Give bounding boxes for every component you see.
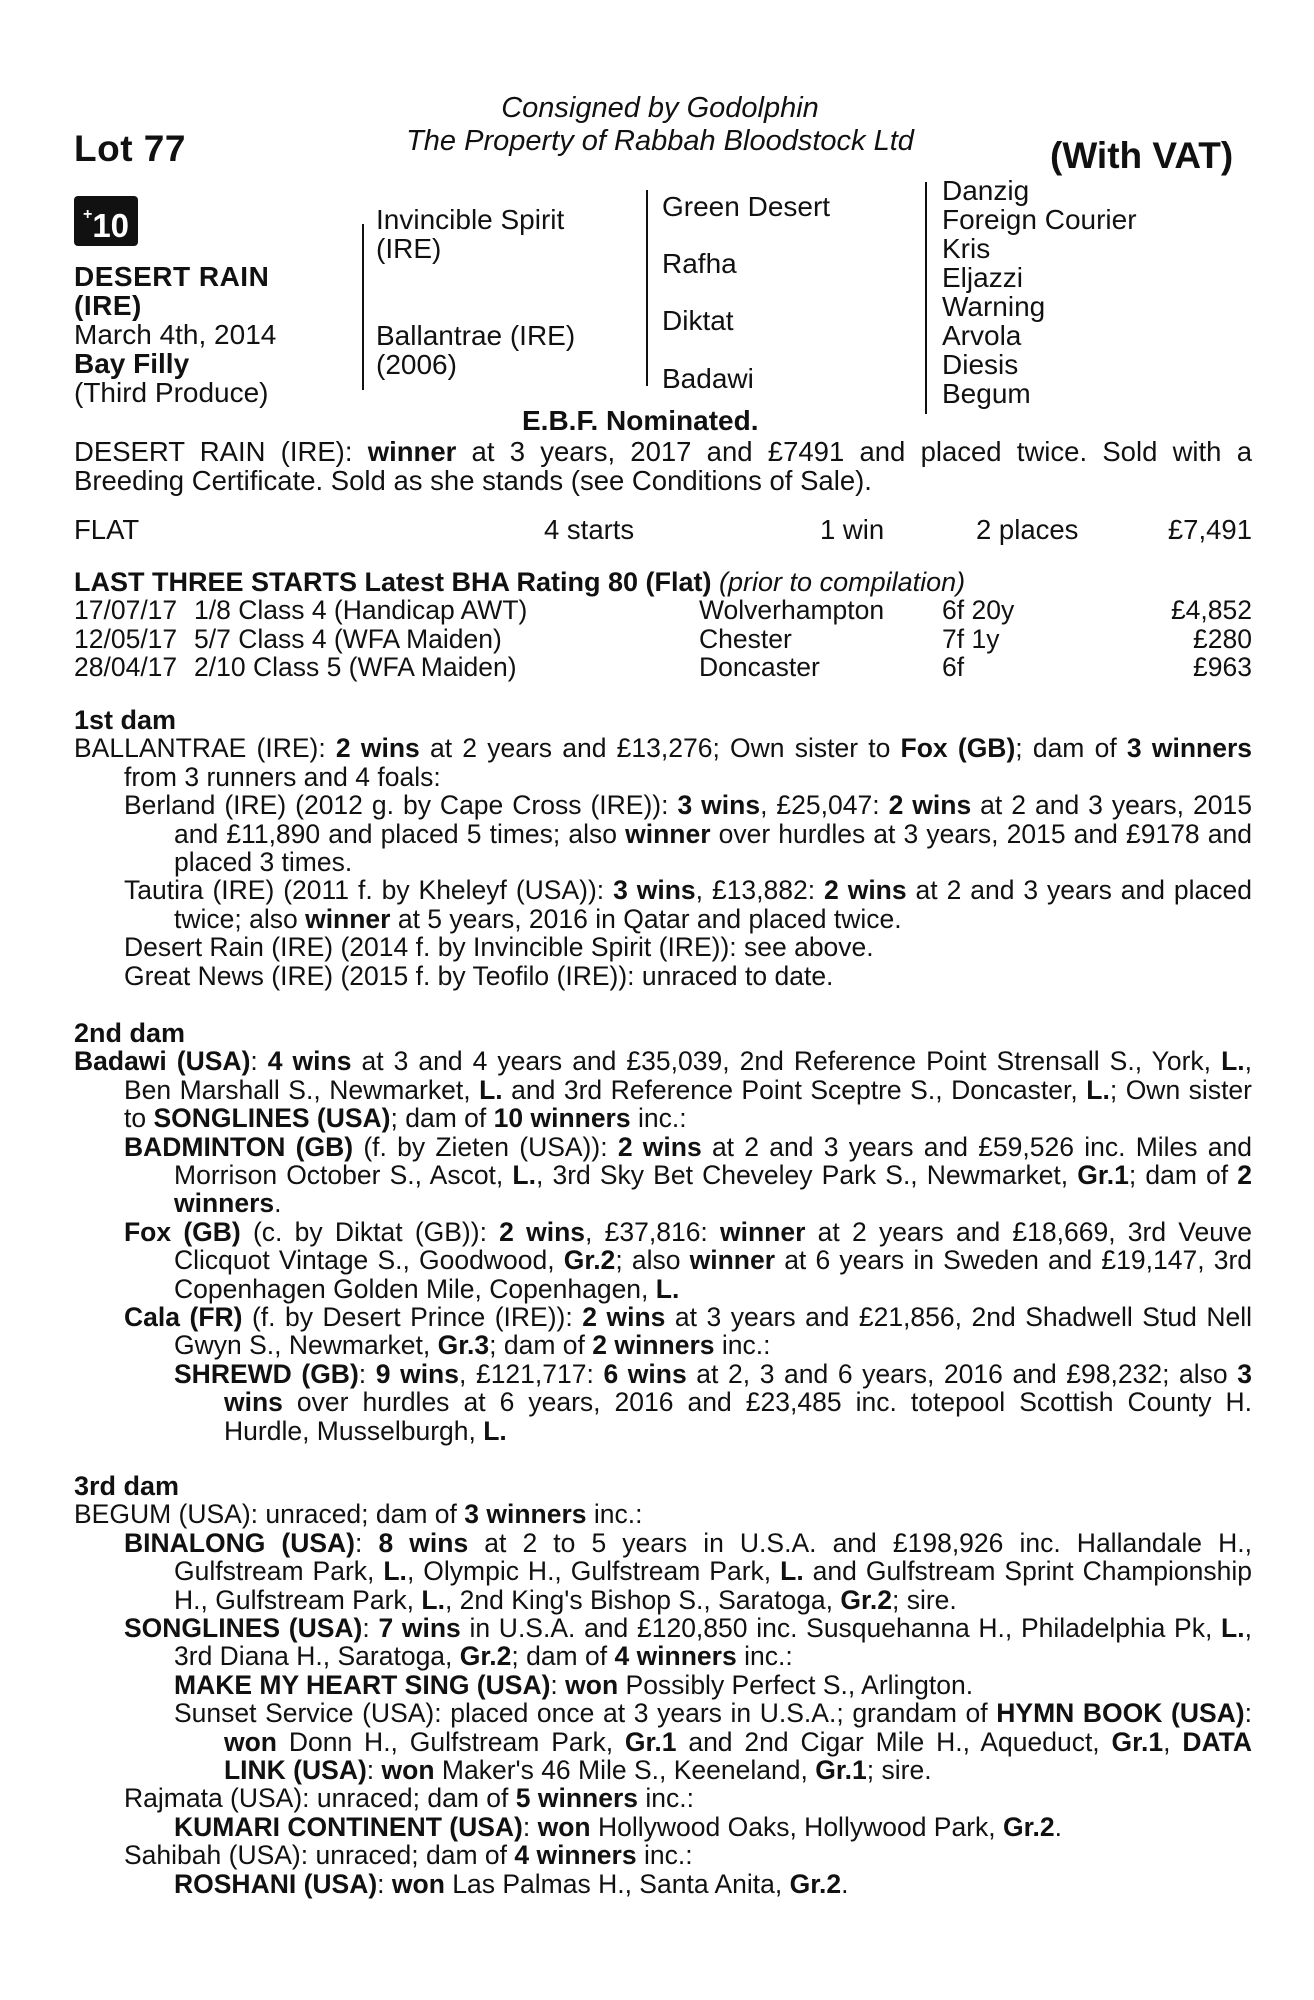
text-run: Great News (IRE) (2015 f. by Teofilo (IRE)): unraced to date. bbox=[124, 960, 834, 991]
bold-text: L. bbox=[479, 1074, 503, 1105]
row-course: Wolverhampton bbox=[699, 595, 885, 626]
bold-text: 3 wins bbox=[677, 790, 761, 821]
bold-text: 3 wins bbox=[224, 1358, 1252, 1418]
bold-text: Badawi (USA) bbox=[74, 1046, 251, 1077]
bold-text: Gr.2 bbox=[1003, 1811, 1055, 1842]
text-run: at 2 to 5 years in U.S.A. and £198,926 inc. Hallandale H., Gulfstream Park, bbox=[174, 1527, 1252, 1587]
text-run: ; dam of bbox=[1015, 733, 1127, 764]
offspring-entry bbox=[174, 1360, 1252, 1445]
row-race: 5/7 Class 4 (WFA Maiden) bbox=[194, 623, 502, 654]
text-run: ; dam of bbox=[1128, 1160, 1238, 1191]
text-run: at 3 and 4 years and £35,039, 2nd Reference Point Strensall S., York, bbox=[351, 1046, 1222, 1077]
dam-paragraph bbox=[74, 734, 1252, 791]
bold-text: Gr.2 bbox=[563, 1245, 616, 1276]
text-run: inc.: bbox=[638, 1783, 694, 1814]
text-run: at 2 years and £18,669, 3rd Veuve Clicquot Vintage S., Goodwood, bbox=[174, 1216, 1252, 1276]
pedigree-gg: Arvola bbox=[942, 320, 1022, 351]
row-date: 12/05/17 bbox=[74, 623, 178, 654]
text-run: : bbox=[1244, 1698, 1252, 1729]
flat-starts: 4 starts bbox=[544, 514, 635, 545]
row-distance: 6f 20y bbox=[942, 595, 1015, 626]
bold-text: won bbox=[565, 1669, 619, 1700]
table-row bbox=[74, 625, 1252, 653]
dam-name: Ballantrae (IRE) bbox=[376, 320, 576, 351]
bold-text: Gr.1 bbox=[1077, 1160, 1129, 1191]
pedigree-gg: Foreign Courier bbox=[942, 204, 1137, 235]
text-run: , £121,717: bbox=[459, 1358, 604, 1389]
offspring-entry bbox=[124, 1218, 1252, 1303]
offspring-entry bbox=[124, 962, 1252, 990]
bold-text: Gr.2 bbox=[840, 1584, 892, 1615]
bold-text: SONGLINES (USA) bbox=[153, 1103, 391, 1134]
text-run: , £13,882: bbox=[695, 875, 825, 906]
bold-text: 9 wins bbox=[375, 1358, 459, 1389]
bold-text: 8 wins bbox=[378, 1527, 469, 1558]
bold-text: Gr.1 bbox=[624, 1726, 677, 1757]
text-run: from 3 runners and 4 foals: bbox=[124, 761, 441, 792]
bold-text: 2 wins bbox=[582, 1302, 666, 1333]
row-date: 28/04/17 bbox=[74, 652, 178, 683]
bold-text: won bbox=[381, 1755, 435, 1786]
text-run: , 3rd Diana H., Saratoga, bbox=[174, 1613, 1252, 1672]
text-run: at 5 years, 2016 in Qatar and placed twice. bbox=[390, 903, 902, 934]
bold-text: L. bbox=[483, 1415, 507, 1446]
table-row bbox=[74, 596, 1252, 624]
bold-text: HYMN BOOK (USA) bbox=[996, 1698, 1245, 1729]
bold-text: 2 wins bbox=[499, 1216, 586, 1247]
bold-text: L. bbox=[512, 1160, 536, 1191]
row-course: Doncaster bbox=[699, 652, 820, 683]
bold-text: 10 winners bbox=[493, 1103, 631, 1134]
text-run: : bbox=[377, 1868, 392, 1899]
text-run: at 2, 3 and 6 years, 2016 and £98,232; also bbox=[686, 1358, 1238, 1389]
text-run: at 2 years and £13,276; Own sister to bbox=[419, 733, 901, 764]
text-run: Possibly Perfect S., Arlington. bbox=[618, 1669, 974, 1700]
text-run: ; sire. bbox=[866, 1755, 932, 1786]
summary-text: DESERT RAIN (IRE): bbox=[74, 436, 368, 467]
bold-text: won bbox=[537, 1811, 591, 1842]
bold-text: winner bbox=[720, 1216, 806, 1247]
pedigree-gg: Begum bbox=[942, 378, 1031, 409]
bold-text: Gr.3 bbox=[437, 1330, 490, 1361]
text-run: at 2 and 3 years and placed twice; also bbox=[174, 875, 1253, 934]
text-run: and 3rd Reference Point Sceptre S., Doncaster, bbox=[502, 1074, 1087, 1105]
offspring-entry bbox=[174, 1699, 1252, 1784]
ebf-note: E.B.F. Nominated. bbox=[522, 405, 759, 436]
offspring-entry bbox=[174, 1813, 1252, 1841]
bold-text: L. bbox=[421, 1584, 445, 1615]
last-three-starts bbox=[74, 568, 1252, 682]
text-run: (f. by Desert Prince (IRE)): bbox=[242, 1302, 583, 1333]
consignor bbox=[350, 92, 970, 158]
ebf-badge bbox=[74, 196, 138, 246]
text-run: over hurdles at 3 years, 2015 and £9178 and placed 3 times. bbox=[174, 818, 1252, 878]
last3-heading: LAST THREE STARTS Latest BHA Rating 80 (Flat) bbox=[74, 567, 712, 597]
bold-text: 3 winners bbox=[1126, 733, 1252, 764]
row-distance: 6f bbox=[942, 652, 965, 683]
pedigree-gsire: Diktat bbox=[662, 305, 734, 336]
horse-country: (IRE) bbox=[74, 290, 142, 321]
pedigree-gg: Danzig bbox=[942, 175, 1030, 206]
bold-text: 4 wins bbox=[267, 1046, 352, 1077]
bold-text: 6 wins bbox=[603, 1358, 687, 1389]
row-race: 1/8 Class 4 (Handicap AWT) bbox=[194, 595, 528, 626]
text-run: , bbox=[1163, 1726, 1183, 1757]
flat-earnings: £7,491 bbox=[1167, 514, 1252, 545]
text-run: : bbox=[522, 1811, 538, 1842]
bold-text: winner bbox=[625, 818, 711, 849]
pedigree-dam bbox=[376, 321, 575, 379]
bold-text: SONGLINES (USA) bbox=[124, 1613, 363, 1644]
text-run: and 2nd Cigar Mile H., Aqueduct, bbox=[676, 1726, 1112, 1757]
text-run: Sunset Service (USA): placed once at 3 years in U.S.A.; grandam of bbox=[174, 1698, 997, 1729]
table-row bbox=[74, 653, 1252, 681]
text-run: , £37,816: bbox=[585, 1216, 721, 1247]
pedigree-ggparents bbox=[942, 176, 1137, 408]
bold-text: 2 winners bbox=[174, 1160, 1252, 1219]
text-run: ; dam of bbox=[489, 1330, 593, 1361]
bold-text: L. bbox=[1221, 1046, 1245, 1077]
bold-text: 2 wins bbox=[888, 790, 972, 821]
foaling-date: March 4th, 2014 bbox=[74, 319, 277, 350]
offspring-entry bbox=[124, 1841, 1252, 1869]
pedigree-gg: Warning bbox=[942, 291, 1046, 322]
text-run: : bbox=[362, 1613, 379, 1644]
dam-paragraph bbox=[74, 1500, 1252, 1528]
horse-sex: Bay Filly bbox=[74, 348, 190, 379]
offspring-entry bbox=[124, 1303, 1252, 1360]
row-prize: £963 bbox=[1193, 652, 1252, 683]
text-run: , Ben Marshall S., Newmarket, bbox=[124, 1046, 1252, 1105]
text-run: inc.: bbox=[736, 1641, 793, 1672]
row-race: 2/10 Class 5 (WFA Maiden) bbox=[194, 652, 517, 683]
text-run: inc.: bbox=[630, 1103, 687, 1134]
offspring-entry bbox=[124, 1784, 1252, 1812]
bold-text: L. bbox=[780, 1556, 804, 1587]
bold-text: 3 winners bbox=[464, 1499, 587, 1530]
text-run: at 3 years and £21,856, 2nd Shadwell Stud Nell Gwyn S., Newmarket, bbox=[174, 1302, 1252, 1361]
horse-summary bbox=[74, 437, 1252, 495]
sire-name: Invincible Spirit bbox=[376, 204, 565, 235]
text-run: at 2 and 3 years, 2015 and £11,890 and placed 5 times; also bbox=[174, 790, 1252, 849]
dam-paragraph bbox=[74, 1047, 1252, 1132]
text-run: BEGUM (USA): unraced; dam of bbox=[74, 1499, 465, 1530]
bold-text: L. bbox=[383, 1556, 407, 1587]
bold-text: 2 wins bbox=[617, 1131, 702, 1162]
bold-text: 2 wins bbox=[824, 875, 907, 906]
pedigree-divider bbox=[925, 182, 927, 414]
section-heading: 2nd dam bbox=[74, 1018, 186, 1048]
bold-text: winner bbox=[689, 1245, 776, 1276]
row-course: Chester bbox=[699, 623, 792, 654]
pedigree-divider bbox=[646, 190, 648, 386]
text-run: Rajmata (USA): unraced; dam of bbox=[124, 1783, 516, 1814]
bold-text: MAKE MY HEART SING (USA) bbox=[174, 1669, 551, 1700]
text-run: ; dam of bbox=[390, 1103, 494, 1134]
bold-text: Gr.2 bbox=[789, 1868, 842, 1899]
bold-text: Fox (GB) bbox=[124, 1216, 241, 1247]
bold-text: BINALONG (USA) bbox=[124, 1527, 356, 1558]
pedigree-gdam: Rafha bbox=[662, 248, 737, 279]
text-run: : bbox=[250, 1046, 268, 1077]
text-run: ; sire. bbox=[891, 1584, 957, 1615]
pedigree-divider bbox=[362, 224, 364, 390]
text-run: : bbox=[550, 1669, 566, 1700]
produce-number: (Third Produce) bbox=[74, 377, 269, 408]
text-run: , Olympic H., Gulfstream Park, bbox=[406, 1556, 781, 1587]
bold-text: 4 winners bbox=[614, 1641, 737, 1672]
offspring-entry bbox=[124, 1529, 1252, 1614]
bold-text: 2 wins bbox=[335, 733, 420, 764]
flat-places: 2 places bbox=[976, 514, 1079, 545]
text-run: at 2 and 3 years and £59,526 inc. Miles and Morrison October S., Ascot, bbox=[174, 1131, 1252, 1191]
text-run: (c. by Diktat (GB)): bbox=[240, 1216, 500, 1247]
offspring-entry bbox=[124, 876, 1252, 933]
text-run: and Gulfstream Sprint Championship H., Gulfstream Park, bbox=[174, 1556, 1252, 1615]
text-run: Berland (IRE) (2012 g. by Cape Cross (IRE)): bbox=[124, 790, 678, 821]
text-run: at 6 years in Sweden and £19,147, 3rd Copenhagen Golden Mile, Copenhagen, bbox=[174, 1245, 1253, 1304]
bold-text: Gr.1 bbox=[815, 1755, 867, 1786]
text-run: (f. by Zieten (USA)): bbox=[353, 1131, 618, 1162]
bold-text: Gr.1 bbox=[1111, 1726, 1164, 1757]
text-run: ; also bbox=[615, 1245, 690, 1276]
bold-text: Gr.2 bbox=[459, 1641, 512, 1672]
offspring-entry bbox=[124, 791, 1252, 876]
section-heading: 3rd dam bbox=[74, 1471, 180, 1501]
summary-bold: winner bbox=[367, 436, 457, 467]
flat-record bbox=[74, 516, 1252, 546]
bold-text: L. bbox=[1221, 1613, 1245, 1644]
bold-text: won bbox=[391, 1868, 445, 1899]
horse-name: DESERT RAIN bbox=[74, 261, 270, 292]
bold-text: L. bbox=[655, 1273, 680, 1304]
bold-text: 5 winners bbox=[515, 1783, 639, 1814]
offspring-entry bbox=[124, 1614, 1252, 1671]
property-line: The Property of Rabbah Bloodstock Ltd bbox=[406, 125, 914, 157]
bold-text: Fox (GB) bbox=[900, 733, 1016, 764]
badge-number: 10 bbox=[92, 207, 130, 244]
second-dam-section bbox=[74, 1019, 1252, 1445]
text-run: : bbox=[366, 1755, 382, 1786]
text-run: inc.: bbox=[714, 1330, 771, 1361]
bold-text: 3 wins bbox=[613, 875, 696, 906]
bold-text: L. bbox=[1086, 1074, 1110, 1105]
flat-label: FLAT bbox=[74, 514, 140, 545]
text-run: Donn H., Gulfstream Park, bbox=[277, 1726, 625, 1757]
last3-note: (prior to compilation) bbox=[711, 567, 966, 597]
text-run: in U.S.A. and £120,850 inc. Susquehanna H., Philadelphia Pk, bbox=[460, 1613, 1222, 1644]
text-run: BALLANTRAE (IRE): bbox=[74, 733, 336, 764]
text-run: ; dam of bbox=[511, 1641, 615, 1672]
bold-text: won bbox=[224, 1726, 277, 1757]
text-run: Maker's 46 Mile S., Keeneland, bbox=[434, 1755, 816, 1786]
offspring-entry bbox=[124, 933, 1252, 961]
text-run: over hurdles at 6 years, 2016 and £23,485 inc. totepool Scottish County H. Hurdle, Musselburgh, bbox=[224, 1387, 1252, 1446]
lot-number: Lot 77 bbox=[74, 128, 186, 169]
bold-text: BADMINTON (GB) bbox=[124, 1131, 354, 1162]
pedigree-gg: Diesis bbox=[942, 349, 1019, 380]
pedigree-gg: Eljazzi bbox=[942, 262, 1023, 293]
pedigree-gsire: Green Desert bbox=[662, 191, 831, 222]
text-run: inc.: bbox=[636, 1840, 693, 1871]
bold-text: 4 winners bbox=[514, 1840, 637, 1871]
bold-text: ROSHANI (USA) bbox=[174, 1868, 378, 1899]
pedigree-sire bbox=[376, 205, 564, 263]
text-run: . bbox=[274, 1188, 282, 1219]
pedigree-gdam: Badawi bbox=[662, 363, 754, 394]
text-run: . bbox=[841, 1868, 849, 1899]
bold-text: 7 wins bbox=[378, 1613, 461, 1644]
bold-text: DATA LINK (USA) bbox=[224, 1726, 1252, 1786]
offspring-entry bbox=[174, 1671, 1252, 1699]
text-run: Desert Rain (IRE) (2014 f. by Invincible Spirit (IRE)): see above. bbox=[124, 932, 874, 963]
text-run: , 3rd Sky Bet Cheveley Park S., Newmarket, bbox=[535, 1160, 1078, 1191]
bold-text: 2 winners bbox=[592, 1330, 715, 1361]
offspring-entry bbox=[124, 1133, 1252, 1218]
vat-label: (With VAT) bbox=[1050, 135, 1234, 176]
third-dam-section bbox=[74, 1472, 1252, 1898]
text-run: Las Palmas H., Santa Anita, bbox=[444, 1868, 790, 1899]
row-date: 17/07/17 bbox=[74, 595, 178, 626]
text-run: , £25,047: bbox=[760, 790, 889, 821]
sire-country: (IRE) bbox=[376, 233, 442, 264]
horse-info bbox=[74, 262, 276, 407]
row-distance: 7f 1y bbox=[942, 623, 1000, 654]
badge-plus: + bbox=[82, 206, 93, 223]
text-run: Sahibah (USA): unraced; dam of bbox=[124, 1840, 515, 1871]
text-run: : bbox=[355, 1527, 379, 1558]
summary-text: at 3 years, 2017 and £7491 and placed twice. Sold with a Breeding Certificate. Sold as she stands (see Conditions of Sale). bbox=[74, 436, 1252, 496]
text-run: inc.: bbox=[586, 1499, 643, 1530]
flat-wins: 1 win bbox=[820, 514, 885, 545]
text-run: Hollywood Oaks, Hollywood Park, bbox=[590, 1811, 1004, 1842]
text-run: : bbox=[358, 1358, 376, 1389]
text-run: . bbox=[1054, 1811, 1062, 1842]
text-run: Tautira (IRE) (2011 f. by Kheleyf (USA)): bbox=[124, 875, 614, 906]
pedigree-gg: Kris bbox=[942, 233, 991, 264]
consigned-line: Consigned by Godolphin bbox=[501, 92, 819, 124]
bold-text: Cala (FR) bbox=[124, 1302, 243, 1333]
first-dam-section bbox=[74, 706, 1252, 990]
text-run: , 2nd King's Bishop S., Saratoga, bbox=[444, 1584, 841, 1615]
row-prize: £280 bbox=[1193, 623, 1252, 654]
bold-text: SHREWD (GB) bbox=[174, 1358, 359, 1389]
section-heading: 1st dam bbox=[74, 705, 177, 735]
bold-text: KUMARI CONTINENT (USA) bbox=[174, 1811, 523, 1842]
dam-year: (2006) bbox=[376, 349, 457, 380]
bold-text: winner bbox=[305, 903, 391, 934]
offspring-entry bbox=[174, 1870, 1252, 1898]
text-run: ; Own sister to bbox=[124, 1074, 1252, 1134]
row-prize: £4,852 bbox=[1170, 595, 1252, 626]
